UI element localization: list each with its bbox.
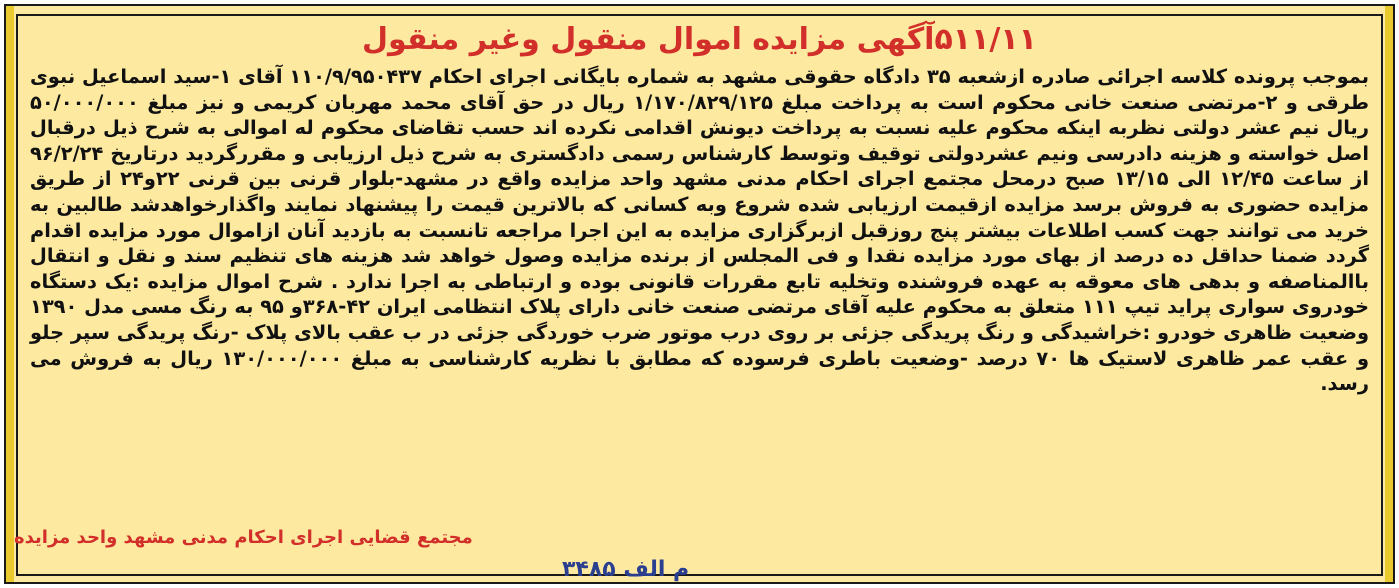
notice-body: بموجب پرونده کلاسه اجرائی صادره ازشعبه ۳۵ دادگاه حقوقی مشهد به شماره بایگانی اجرای احکام ۱۱۰/۹/۹۵۰۴۳۷ آقای ۱-سید اسماعیل نبوی طرقی و ۲-مرتضی صنعت خانی محکوم است به پرداخت مبلغ ۱/۱۷۰/۸۲۹/۱۲۵ ریال در حق آقای محمد مهربان کریمی و نیز مبلغ ۵۰/۰۰۰/۰۰۰ ریال نیم عشر دولتی نظربه اینکه محکوم علیه نسبت به پرداخت دیونش اقدامی نکرده اند حسب تقاضای محکوم له اموالی به شرح ذیل درقبال اصل خواسته و هزینه دادرسی ونیم عشردولتی توقیف وتوسط کارشناس رسمی دادگستری به شرح ذیل ارزیابی و مقررگردید درتاریخ ۹۶/۲/۲۴ از ساعت ۱۲/۴۵ الی ۱۳/۱۵ صبح درمحل مجتمع اجرای احکام مدنی مشهد واحد مزایده واقع در مشهد-بلوار قرنی بین قرنی ۲۲و۲۴ از طریق مزایده حضوری به فروش برسد مزایده ازقیمت ارزیابی شده شروع وبه کسانی که بالاترین قیمت را پیشنهاد نمایند واگذارخواهدشد طالبین به خرید می توانند جهت کسب اطلاعات بیشتر پنج روزقبل ازبرگزاری مزایده به این اجرا مراجعه تانسبت به بازدید آنان ازاموال مورد مزایده اقدام گردد ضمنا حداقل ده درصد از بهای مورد مزایده نقدا و فی المجلس از برنده مزایده وصول خواهد شد هزینه های تنظیم سند و نقل و انتقال باالمناصفه و بدهی های معوقه به عهده فروشنده وتخلیه تابع مقررات قانونی بوده و ارتباطی به اجرا ندارد . شرح اموال مزایده :یک دستگاه خودروی سواری پراید تیپ ۱۱۱ متعلق به محکوم علیه آقای مرتضی صنعت خانی دارای پلاک انتظامی ایران ۴۲-۳۶۸و ۹۵ به رنگ مسی مدل ۱۳۹۰ وضعیت ظاهری خودرو :خراشیدگی و رنگ پریدگی جزئی بر روی درب موتور ضرب خوردگی جزئی در ب عقب بالای پلاک -رنگ پریدگی سپر جلو و عقب عمر ظاهری لاستیک ها ۷۰ درصد -وضعیت باطری فرسوده که مطابق با نظریه کارشناسی به مبلغ ۱۳۰/۰۰۰/۰۰۰ ریال به فروش می رسد.	[30, 65, 1370, 396]
issuer-signature: مجتمع قضایی اجرای احکام مدنی مشهد واحد مزایده	[14, 527, 473, 548]
notice-content	[30, 20, 1369, 572]
notice-frame	[4, 4, 1395, 584]
notice-code: م الف ۳۴۸۵	[562, 557, 690, 582]
right-accent-bar	[1385, 6, 1393, 582]
left-accent-bar	[6, 6, 14, 582]
notice-title: ۵۱۱/۱۱آگهی مزایده اموال منقول وغیر منقول	[362, 22, 1037, 57]
